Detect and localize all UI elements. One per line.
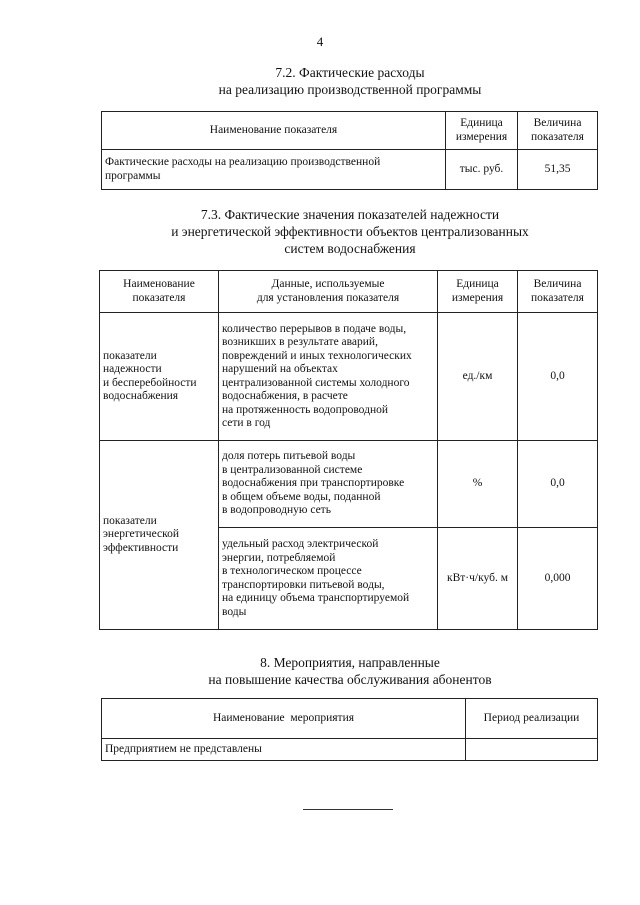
header-period: Период реализации bbox=[466, 699, 598, 739]
electricity-data-line: удельный расход электрической bbox=[222, 538, 379, 550]
section-7-2-title bbox=[60, 64, 640, 98]
reliability-data-line: возникших в результате аварий, bbox=[222, 336, 378, 348]
table-header-row bbox=[102, 699, 598, 739]
header-value bbox=[518, 112, 598, 150]
electricity-value-cell: 0,000 bbox=[518, 528, 598, 630]
header-indicator-name-line2: показателя bbox=[132, 291, 186, 304]
header-value bbox=[518, 271, 598, 313]
efficiency-name-line: энергетической bbox=[103, 528, 179, 541]
header-unit bbox=[446, 112, 518, 150]
electricity-data-cell bbox=[219, 528, 438, 630]
water-loss-data-line: водоснабжения при транспортировке bbox=[222, 477, 405, 490]
header-unit bbox=[438, 271, 518, 313]
electricity-data-line: на единицу объема транспортируемой bbox=[222, 592, 410, 604]
table-row bbox=[100, 441, 598, 528]
header-value-line2: показателя bbox=[531, 130, 584, 143]
header-unit-line2: измерения bbox=[455, 130, 508, 143]
header-data-line1: Данные, используемые bbox=[271, 278, 385, 290]
section-7-2-title-line1: 7.2. Фактические расходы bbox=[275, 65, 425, 80]
section-7-3-title-line1: 7.3. Фактические значения показателей надежности bbox=[200, 207, 500, 222]
reliability-data-cell bbox=[219, 313, 438, 441]
header-unit-line1: Единица bbox=[456, 278, 499, 290]
reliability-value-cell: 0,0 bbox=[518, 313, 598, 441]
electricity-data-line: воды bbox=[222, 605, 247, 618]
reliability-name-line: водоснабжения bbox=[103, 390, 179, 402]
reliability-unit-cell: ед./км bbox=[438, 313, 518, 441]
water-loss-data-line: в водопроводную сеть bbox=[222, 504, 331, 517]
section-8-title-line2: на повышение качества обслуживания абонентов bbox=[208, 672, 492, 687]
header-name: Наименование показателя bbox=[102, 112, 446, 150]
separator-line bbox=[303, 809, 393, 810]
water-loss-unit-cell: % bbox=[438, 441, 518, 528]
water-loss-data-line: доля потерь питьевой воды bbox=[222, 450, 356, 463]
table-row bbox=[102, 150, 598, 190]
reliability-indicators-table bbox=[99, 270, 598, 630]
water-loss-data-line: в общем объеме воды, поданной bbox=[222, 490, 381, 503]
header-value-line1: Величина bbox=[533, 278, 582, 290]
electricity-data-line: энергии, потребляемой bbox=[222, 551, 336, 564]
section-7-3-title bbox=[60, 206, 640, 257]
section-8-title-line1: 8. Мероприятия, направленные bbox=[260, 655, 440, 670]
efficiency-name-line: показатели bbox=[103, 514, 157, 527]
electricity-unit-cell: кВт·ч/куб. м bbox=[438, 528, 518, 630]
reliability-name-line: и бесперебойности bbox=[103, 376, 197, 389]
section-8-title bbox=[60, 654, 640, 688]
table-row bbox=[102, 739, 598, 761]
section-7-2-title-line2: на реализацию производственной программы bbox=[218, 82, 482, 97]
efficiency-name-cell bbox=[100, 441, 219, 630]
reliability-name-line: надежности bbox=[103, 363, 162, 375]
expenses-value-cell: 51,35 bbox=[518, 150, 598, 190]
reliability-data-line: централизованной системы холодного bbox=[222, 376, 410, 389]
expenses-unit-cell: тыс. руб. bbox=[446, 150, 518, 190]
customer-service-measures-table bbox=[101, 698, 598, 761]
header-unit-line1: Единица bbox=[460, 117, 503, 129]
measure-period-cell bbox=[466, 739, 598, 761]
measure-name-cell: Предприятием не представлены bbox=[102, 739, 466, 761]
header-value-line1: Величина bbox=[533, 117, 582, 129]
header-data bbox=[219, 271, 438, 313]
water-loss-data-cell bbox=[219, 441, 438, 528]
header-unit-line2: измерения bbox=[451, 291, 504, 304]
header-indicator-name-line1: Наименование bbox=[123, 278, 195, 290]
reliability-data-line: повреждений и иных технологических bbox=[222, 349, 412, 362]
section-7-3-title-line2: и энергетической эффективности объектов централизованных bbox=[171, 224, 529, 239]
table-header-row bbox=[100, 271, 598, 313]
electricity-data-line: транспортировки питьевой воды, bbox=[222, 578, 385, 591]
reliability-data-line: нарушений на объектах bbox=[222, 363, 338, 375]
efficiency-name-line: эффективности bbox=[103, 541, 179, 554]
water-loss-data-line: в централизованной системе bbox=[222, 463, 363, 476]
expenses-name-line1: Фактические расходы на реализацию производственной bbox=[105, 156, 381, 168]
page-number: 4 bbox=[316, 34, 324, 49]
reliability-data-line: водоснабжения, в расчете bbox=[222, 390, 348, 402]
table-row bbox=[100, 313, 598, 441]
header-measure-name: Наименование мероприятия bbox=[102, 699, 466, 739]
table-header-row bbox=[102, 112, 598, 150]
reliability-name-line: показатели bbox=[103, 349, 157, 362]
header-value-line2: показателя bbox=[531, 291, 584, 304]
expenses-name-line2: программы bbox=[105, 169, 161, 182]
expenses-name-cell bbox=[102, 150, 446, 190]
header-indicator-name bbox=[100, 271, 219, 313]
reliability-name-cell bbox=[100, 313, 219, 441]
section-7-3-title-line3: систем водоснабжения bbox=[284, 241, 416, 256]
water-loss-value-cell: 0,0 bbox=[518, 441, 598, 528]
reliability-data-line: сети в год bbox=[222, 417, 271, 429]
reliability-data-line: на протяженность водопроводной bbox=[222, 403, 388, 416]
electricity-data-line: в технологическом процессе bbox=[222, 565, 362, 577]
header-data-line2: для установления показателя bbox=[256, 291, 400, 304]
actual-expenses-table bbox=[101, 111, 598, 190]
reliability-data-line: количество перерывов в подаче воды, bbox=[222, 322, 407, 335]
